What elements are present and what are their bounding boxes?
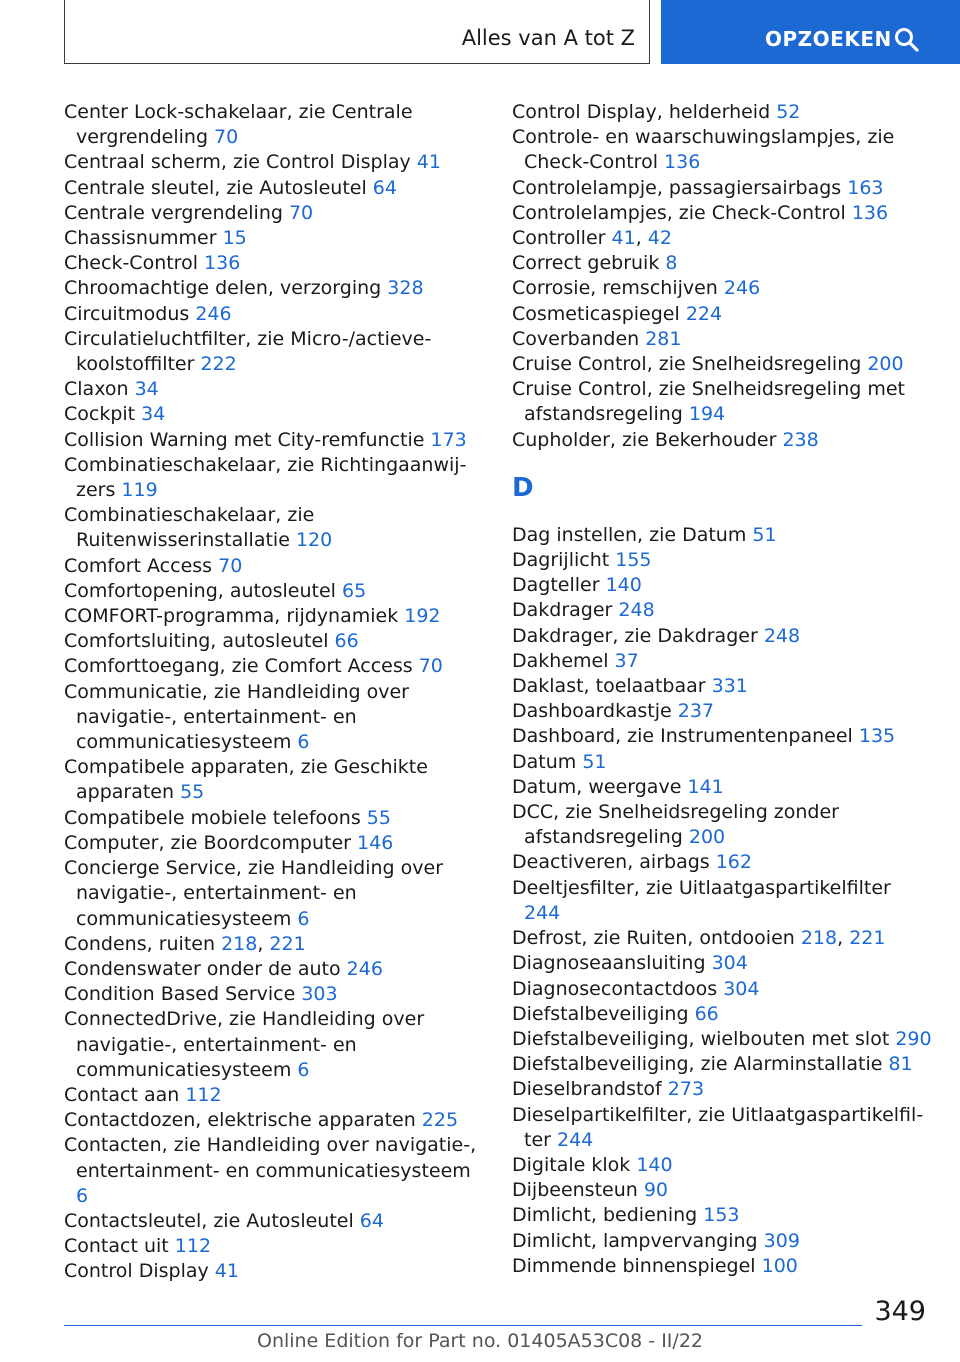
section-title: Alles van A tot Z [461, 26, 635, 50]
page-link[interactable]: 221 [269, 932, 306, 955]
page-link[interactable]: 163 [847, 176, 884, 199]
index-entry [64, 806, 484, 831]
index-entry [512, 1229, 932, 1254]
page-link[interactable]: 146 [357, 831, 394, 854]
edition-note: Online Edition for Part no. 01405A53C08 - II/22 [256, 1330, 703, 1352]
index-entry-text: Controlelampjes, zie Check-Control [512, 201, 852, 224]
index-entry [64, 377, 484, 402]
page-link[interactable]: 248 [618, 599, 655, 622]
index-entry [64, 982, 484, 1007]
index-entry-text: Control Display, helderheid [512, 101, 777, 123]
index-entry [512, 1254, 932, 1279]
page-link[interactable]: 237 [677, 700, 715, 723]
page-link[interactable]: 55 [366, 806, 391, 829]
index-entry-text: Coverbanden [512, 327, 646, 350]
page-link[interactable]: 304 [711, 952, 748, 975]
page-link[interactable]: 70 [418, 655, 443, 678]
index-entry-text: Dijbeensteun [512, 1179, 644, 1202]
index-entry-text: Chassisnummer [64, 227, 223, 250]
page-link[interactable]: 224 [685, 302, 723, 325]
index-entry-text: Dakdrager [512, 599, 619, 622]
index-entry [512, 201, 932, 226]
index-entry-text: Collision Warning met City-remfunctie [64, 428, 431, 451]
index-entry-text: Center Lock-schakelaar, zie Centrale vergrendeling [64, 101, 413, 149]
index-entry-text: Concierge Service, zie Handleiding over navigatie-, entertainment- en communicatiesysteem [64, 857, 444, 930]
index-entry [64, 428, 484, 453]
page-link[interactable]: 34 [141, 403, 166, 426]
page-link[interactable]: 304 [723, 977, 760, 1000]
page-link[interactable]: 246 [723, 277, 761, 300]
page-link[interactable]: 140 [636, 1153, 673, 1176]
index-entry-text: Controle- en waarschuwingslampjes, zie Check-Control [512, 126, 895, 174]
index-entry [512, 674, 932, 699]
page-link[interactable]: 194 [688, 403, 726, 426]
page-link[interactable]: 281 [645, 327, 682, 350]
index-entry [64, 932, 484, 957]
index-entry-text: Diefstalbeveiliging, wielbouten met slot [512, 1027, 896, 1050]
index-entry [64, 1209, 484, 1234]
index-entry [64, 957, 484, 982]
index-entry-text: Diagnoseaansluiting [512, 952, 712, 975]
page-link[interactable]: 66 [694, 1002, 719, 1025]
index-entry-text: Claxon [64, 378, 135, 401]
page-link[interactable]: 6 [297, 731, 310, 754]
index-entry-text: Combinatieschakelaar, zie Ruitenwisserinstallatie [64, 504, 315, 552]
footer-divider [64, 1325, 862, 1326]
index-entry [64, 831, 484, 856]
page-link[interactable]: 225 [421, 1109, 459, 1132]
index-entry-text: Dimmende binnenspiegel [512, 1254, 762, 1277]
index-entry [64, 1108, 484, 1133]
page-link[interactable]: 65 [341, 579, 367, 602]
page-link[interactable]: 90 [643, 1179, 669, 1202]
index-entry [64, 554, 484, 579]
index-entry-text: Communicatie, zie Handleiding over navigatie-, entertainment- en communicatiesysteem [64, 680, 409, 754]
page-link[interactable]: 246 [195, 302, 232, 325]
section-header [64, 0, 650, 64]
index-entry-text: Controlelampje, passagiersairbags [512, 176, 848, 199]
page-link[interactable]: 34 [134, 378, 159, 401]
index-entry-text: Daklast, toelaatbaar [512, 675, 712, 698]
index-entry-text: DCC, zie Snelheidsregeling zonder afstandsregeling [512, 801, 839, 849]
page-link[interactable]: 15 [222, 227, 247, 250]
index-entry-text: Digitale klok [512, 1153, 637, 1176]
index-entry [512, 125, 932, 175]
index-entry [512, 1203, 932, 1228]
index-entry-text: Dieselpartikelfilter, zie Uitlaatgaspartikelfilter [512, 1103, 924, 1151]
index-entry-text: Centrale vergrendeling [64, 201, 289, 224]
index-entry [512, 276, 932, 301]
index-entry [512, 1178, 932, 1203]
index-entry-text: Comforttoegang, zie Comfort Access [64, 655, 419, 678]
index-entry-text: Dimlicht, lampvervanging [512, 1229, 764, 1252]
page-link[interactable]: 153 [703, 1204, 740, 1227]
page-link[interactable]: 6 [297, 1058, 310, 1081]
page-link[interactable]: 64 [372, 176, 397, 199]
page-link[interactable]: 140 [605, 574, 642, 597]
index-entry-text: Check-Control [64, 252, 205, 275]
index-entry-text: Corrosie, remschijven [512, 277, 724, 300]
index-entry [512, 724, 932, 749]
page-link[interactable]: 112 [174, 1235, 212, 1258]
index-entry [64, 1234, 484, 1259]
index-entry-text: Contacten, zie Handleiding over navigatie-, entertainment- en communicatiesysteem [64, 1134, 477, 1182]
page-link[interactable]: 55 [180, 781, 205, 804]
index-entry-text: ConnectedDrive, zie Handleiding over navigatie-, entertainment- en communicatiesysteem [64, 1008, 425, 1081]
index-group-c [512, 100, 932, 453]
page-link[interactable]: 309 [763, 1229, 800, 1252]
index-entry-text: Contactdozen, elektrische apparaten [64, 1109, 422, 1132]
index-entry [64, 1007, 484, 1083]
index-entry [512, 850, 932, 875]
index-entry-text: Cruise Control, zie Snelheidsregeling [512, 353, 868, 376]
index-entry [512, 977, 932, 1002]
index-entry [512, 176, 932, 201]
page-link[interactable]: 162 [715, 851, 752, 874]
index-entry [512, 1027, 932, 1052]
index-entry-text: Datum [512, 750, 583, 773]
index-entry [512, 100, 932, 125]
index-entry [512, 1002, 932, 1027]
index-entry [512, 302, 932, 327]
page-link[interactable]: 248 [763, 624, 801, 647]
index-entry [512, 352, 932, 377]
index-entry-text: Cockpit [64, 403, 142, 426]
index-entry [64, 150, 484, 175]
index-entry [64, 100, 484, 150]
page-link[interactable]: 42 [647, 227, 672, 250]
index-entry [64, 402, 484, 427]
page-link[interactable]: 246 [346, 957, 383, 980]
page-number: 349 [874, 1296, 926, 1327]
page-link[interactable]: 120 [295, 529, 333, 552]
page-link[interactable]: 51 [752, 523, 777, 546]
page-separator: , [635, 227, 648, 250]
index-entry [64, 276, 484, 301]
page-link[interactable]: 41 [416, 151, 441, 174]
index-entry [64, 856, 484, 932]
index-entry-text: Condenswater onder de auto [64, 957, 347, 980]
index-entry-text: Control Display [64, 1260, 215, 1283]
page-link[interactable]: 200 [867, 353, 904, 376]
index-entry [64, 1259, 484, 1284]
page-link[interactable]: 8 [665, 252, 678, 275]
index-entry [64, 251, 484, 276]
page-link[interactable]: 136 [851, 201, 889, 224]
index-entry [64, 453, 484, 503]
index-entry-text: Centraal scherm, zie Control Display [64, 151, 417, 174]
index-entry [512, 800, 932, 850]
index-entry [512, 951, 932, 976]
index-entry-text: COMFORT-programma, rijdynamiek [64, 605, 405, 628]
page-link[interactable]: 66 [334, 630, 359, 653]
index-entry [64, 176, 484, 201]
index-entry [512, 1052, 932, 1077]
index-entry [64, 302, 484, 327]
index-entry-text: Diagnosecontactdoos [512, 977, 724, 1000]
index-entry [64, 1133, 484, 1209]
index-entry-text: Dagteller [512, 574, 606, 597]
page-link[interactable]: 52 [776, 101, 801, 123]
index-entry [64, 1083, 484, 1108]
index-entry-text: Diefstalbeveiliging [512, 1002, 695, 1025]
index-entry-text: Cruise Control, zie Snelheidsregeling met afstandsregeling [512, 378, 905, 426]
index-entry [512, 598, 932, 623]
index-entry-text: Computer, zie Boordcomputer [64, 831, 358, 854]
page-link[interactable]: 37 [614, 649, 639, 672]
index-entry [512, 926, 932, 951]
index-column-left [64, 100, 484, 1285]
index-entry [64, 604, 484, 629]
index-entry [512, 327, 932, 352]
page-link[interactable]: 70 [288, 201, 314, 224]
page-link[interactable]: 303 [301, 983, 338, 1006]
index-entry-text: Deactiveren, airbags [512, 851, 716, 874]
page-link[interactable]: 119 [121, 479, 158, 502]
index-entry [512, 699, 932, 724]
index-entry [64, 201, 484, 226]
page-link[interactable]: 221 [849, 927, 886, 950]
index-entry [512, 251, 932, 276]
page-link[interactable]: 218 [800, 927, 838, 950]
index-entry [64, 503, 484, 553]
index-entry [512, 1077, 932, 1102]
index-entry-text: Centrale sleutel, zie Autosleutel [64, 176, 373, 199]
index-column-right [512, 100, 932, 1279]
search-button[interactable] [661, 0, 960, 64]
index-entry-text: Cupholder, zie Bekerhouder [512, 428, 783, 451]
page-link[interactable]: 70 [214, 126, 239, 149]
index-entry [512, 548, 932, 573]
index-entry [512, 775, 932, 800]
page-link[interactable]: 222 [200, 353, 237, 376]
page-link[interactable]: 290 [895, 1027, 932, 1050]
page-link[interactable]: 244 [557, 1128, 594, 1151]
index-entry-text: Circuitmodus [64, 302, 196, 325]
index-entry-text: Condens, ruiten [64, 932, 222, 955]
index-entry [64, 327, 484, 377]
page-link[interactable]: 200 [688, 826, 726, 849]
page-link[interactable]: 218 [221, 932, 258, 955]
index-entry-text: Combinatieschakelaar, zie Richtingaanwijzers [64, 453, 467, 502]
page-link[interactable]: 6 [76, 1184, 89, 1207]
index-entry-text: Deeltjesfilter, zie Uitlaatgaspartikelfilter [512, 876, 891, 899]
index-letter-heading: D [512, 472, 534, 503]
index-entry [512, 750, 932, 775]
index-entry-text: Comfort Access [64, 554, 219, 577]
index-entry-text: Dakdrager, zie Dakdrager [512, 624, 764, 647]
page-link[interactable]: 70 [218, 554, 243, 577]
page-link[interactable]: 64 [359, 1209, 384, 1232]
page-link[interactable]: 136 [664, 151, 701, 174]
page-link[interactable]: 135 [858, 725, 896, 748]
page-link[interactable]: 141 [687, 775, 724, 798]
page-link[interactable]: 331 [711, 675, 748, 698]
page-separator: , [257, 932, 270, 955]
index-entry [64, 680, 484, 756]
index-entry [512, 523, 932, 548]
index-entry [512, 428, 932, 453]
index-entry-text: Dag instellen, zie Datum [512, 523, 753, 546]
index-entry [512, 377, 932, 427]
page-link[interactable]: 41 [611, 227, 636, 250]
page-separator: , [837, 927, 850, 950]
index-entry-text: Contactsleutel, zie Autosleutel [64, 1209, 360, 1232]
index-entry-text: Dashboard, zie Instrumentenpaneel [512, 725, 859, 748]
index-entry-text: Comfortsluiting, autosleutel [64, 630, 335, 653]
page-link[interactable]: 100 [761, 1254, 798, 1277]
index-entry-text: Defrost, zie Ruiten, ontdooien [512, 927, 801, 950]
index-entry-text: Cosmeticaspiegel [512, 302, 686, 325]
index-entry-text: Condition Based Service [64, 983, 302, 1006]
index-entry [512, 649, 932, 674]
index-entry [64, 755, 484, 805]
page-link[interactable]: 273 [667, 1078, 705, 1101]
index-entry-text: Chroomachtige delen, verzorging [64, 277, 388, 300]
index-entry-text: Dimlicht, bediening [512, 1204, 704, 1227]
index-entry-text: Compatibele apparaten, zie Geschikte apparaten [64, 756, 428, 804]
page-link[interactable]: 6 [297, 907, 310, 930]
index-entry [512, 1153, 932, 1178]
page-link[interactable]: 155 [615, 549, 652, 572]
index-entry-text: Dakhemel [512, 649, 615, 672]
search-label: OPZOEKEN [765, 27, 892, 51]
index-group-d [512, 523, 932, 1279]
index-entry [64, 654, 484, 679]
index-entry-text: Contact aan [64, 1083, 186, 1106]
index-entry [64, 629, 484, 654]
index-entry-text: Contact uit [64, 1235, 175, 1258]
page-link[interactable]: 328 [387, 277, 424, 300]
index-entry-text: Datum, weergave [512, 775, 688, 798]
page-link[interactable]: 238 [782, 428, 819, 451]
page-link[interactable]: 173 [430, 428, 467, 451]
index-entry [64, 226, 484, 251]
page-link[interactable]: 41 [214, 1260, 239, 1283]
page-link[interactable]: 81 [888, 1053, 913, 1076]
page-link[interactable]: 112 [185, 1083, 222, 1106]
index-entry-text: Diefstalbeveiliging, zie Alarminstallatie [512, 1053, 889, 1076]
page-link[interactable]: 51 [582, 750, 607, 773]
index-entry-text: Comfortopening, autosleutel [64, 579, 342, 602]
index-entry [64, 579, 484, 604]
index-entry [512, 876, 932, 926]
page-link[interactable]: 244 [524, 901, 561, 924]
index-entry-text: Compatibele mobiele telefoons [64, 806, 367, 829]
page-link[interactable]: 192 [404, 605, 441, 628]
index-entry [512, 1103, 932, 1153]
index-entry-text: Dashboardkastje [512, 700, 678, 723]
index-entry-text: Dagrijlicht [512, 549, 616, 572]
index-entry [512, 226, 932, 251]
index-entry-text: Controller [512, 227, 612, 250]
index-entry [512, 573, 932, 598]
search-icon [894, 27, 920, 53]
page-link[interactable]: 136 [204, 252, 241, 275]
index-entry [512, 624, 932, 649]
index-entry-text: Correct gebruik [512, 252, 666, 275]
index-entry-text: Dieselbrandstof [512, 1078, 668, 1101]
index-entry-text: Circulatieluchtfilter, zie Micro-/actieve-koolstoffilter [64, 327, 432, 376]
